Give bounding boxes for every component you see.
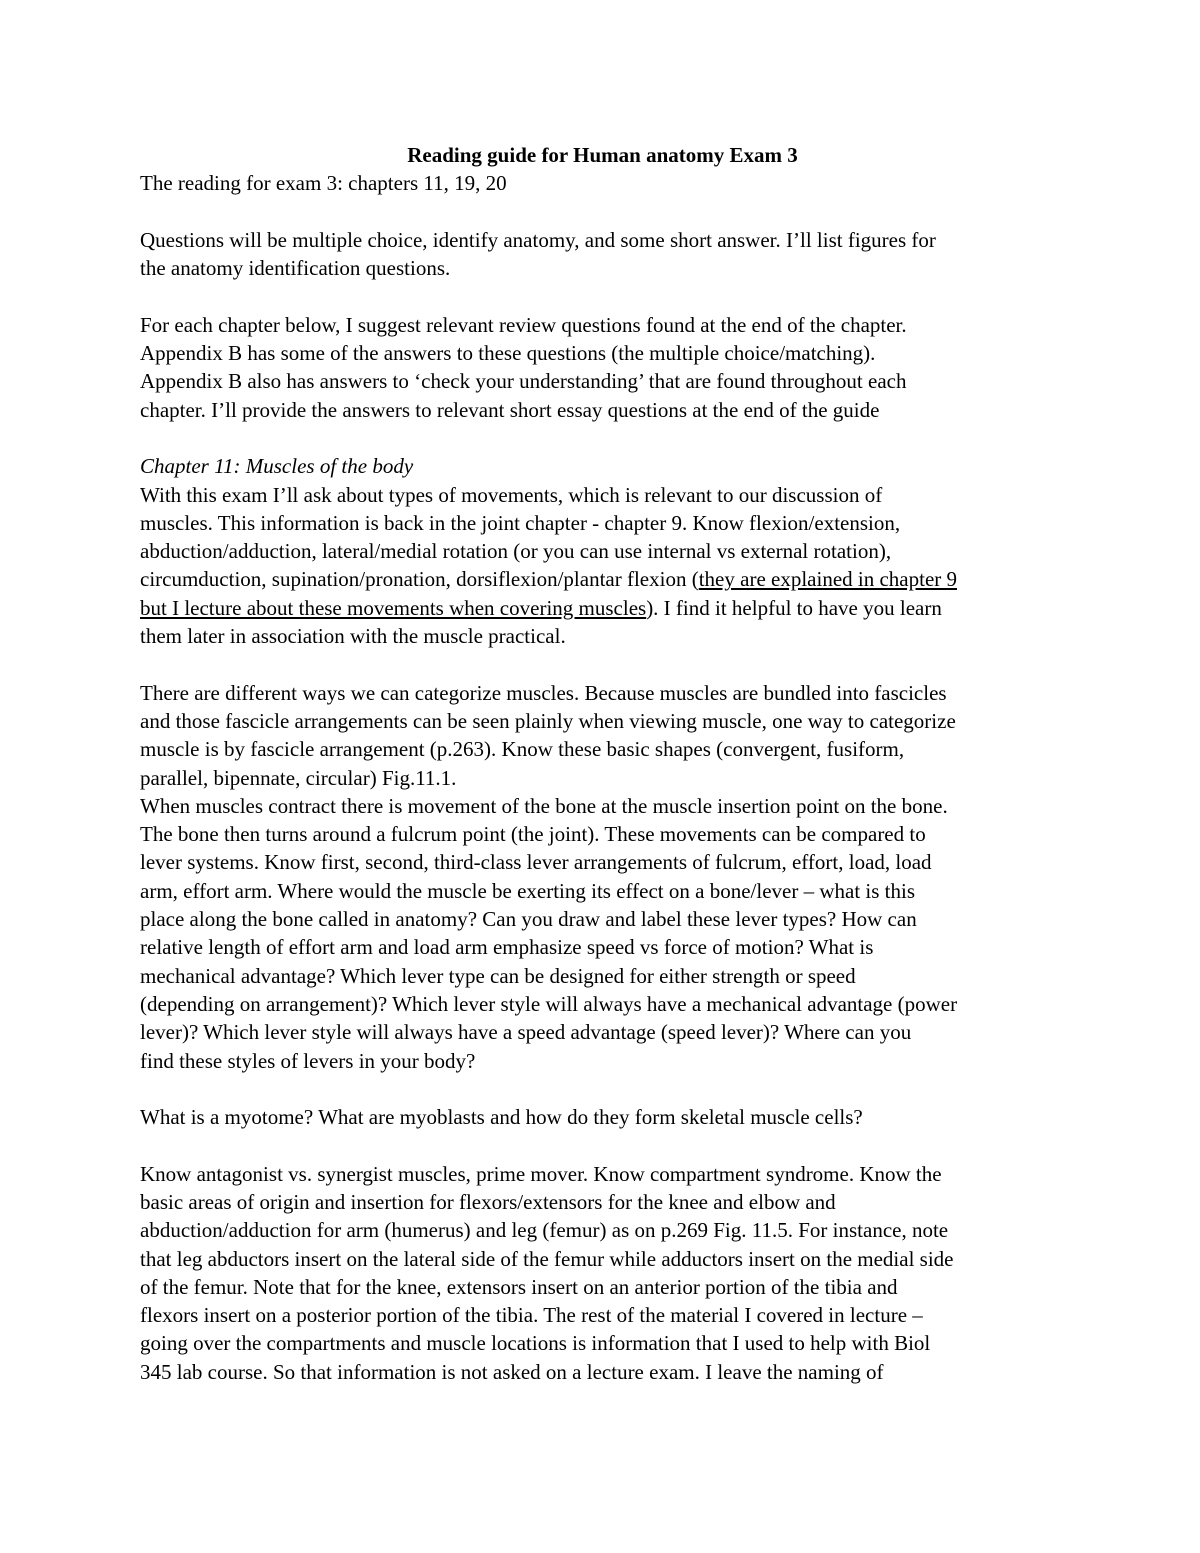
text-line: them later in association with the muscle practical. — [140, 624, 566, 649]
text-line: abduction/adduction for arm (humerus) and leg (femur) as on p.269 Fig. 11.5. For instance, note — [140, 1218, 949, 1243]
text-line: muscle is by fascicle arrangement (p.263). Know these basic shapes (convergent, fusiform, — [140, 737, 905, 762]
text-line: 345 lab course. So that information is not asked on a lecture exam. I leave the naming of — [140, 1359, 884, 1384]
text-line: lever systems. Know first, second, third-class lever arrangements of fulcrum, effort, load, load — [140, 850, 932, 875]
chapter-heading: Chapter 11: Muscles of the body — [140, 454, 414, 479]
text-line: When muscles contract there is movement of the bone at the muscle insertion point on the bone. — [140, 793, 948, 818]
text-line: There are different ways we can categorize muscles. Because muscles are bundled into fascicles — [140, 680, 947, 705]
text-line: lever)? Which lever style will always have a speed advantage (speed lever)? Where can you — [140, 1020, 912, 1045]
text-line: muscles. This information is back in the joint chapter - chapter 9. Know flexion/extension, — [140, 510, 901, 535]
myotome-line: What is a myotome? What are myoblasts and how do they form skeletal muscle cells? — [140, 1105, 863, 1130]
text-line: going over the compartments and muscle locations is information that I used to help with Biol — [140, 1331, 931, 1356]
blank-line — [140, 1075, 1065, 1103]
text-line: the anatomy identification questions. — [140, 256, 451, 281]
text-line: that leg abductors insert on the lateral side of the femur while adductors insert on the medial side — [140, 1246, 954, 1271]
reading-line: The reading for exam 3: chapters 11, 19, 20 — [140, 171, 507, 196]
text-line: Questions will be multiple choice, identify anatomy, and some short answer. I’ll list figures for — [140, 227, 936, 252]
movements-paragraph — [140, 481, 1065, 651]
text-line: The bone then turns around a fulcrum point (the joint). These movements can be compared to — [140, 822, 926, 847]
text-line: and those fascicle arrangements can be seen plainly when viewing muscle, one way to categorize — [140, 708, 956, 733]
text-line — [140, 594, 1065, 622]
text-line: With this exam I’ll ask about types of movements, which is relevant to our discussion of — [140, 482, 883, 507]
text-line: basic areas of origin and insertion for flexors/extensors for the knee and elbow and — [140, 1189, 836, 1214]
intro-paragraph — [140, 226, 1065, 283]
blank-line — [140, 282, 1065, 310]
text-segment: circumduction, supination/pronation, dorsiflexion/plantar flexion ( — [140, 567, 699, 592]
text-segment: ). I find it helpful to have you learn — [646, 595, 942, 620]
document-title: Reading guide for Human anatomy Exam 3 — [407, 143, 798, 167]
text-line: of the femur. Note that for the knee, extensors insert on an anterior portion of the tibia and — [140, 1274, 898, 1299]
text-line: For each chapter below, I suggest relevant review questions found at the end of the chapter. — [140, 312, 907, 337]
blank-line — [140, 1131, 1065, 1159]
blank-line — [140, 424, 1065, 452]
blank-line — [140, 650, 1065, 678]
text-line: Know antagonist vs. synergist muscles, prime mover. Know compartment syndrome. Know the — [140, 1161, 942, 1186]
text-line — [140, 565, 1065, 593]
text-line: find these styles of levers in your body? — [140, 1048, 476, 1073]
text-line: flexors insert on a posterior portion of the tibia. The rest of the material I covered in lecture – — [140, 1303, 923, 1328]
text-line: mechanical advantage? Which lever type can be designed for either strength or speed — [140, 963, 856, 988]
text-line: place along the bone called in anatomy? Can you draw and label these lever types? How can — [140, 907, 917, 932]
text-line: chapter. I’ll provide the answers to relevant short essay questions at the end of the guide — [140, 397, 880, 422]
text-line: relative length of effort arm and load arm emphasize speed vs force of motion? What is — [140, 935, 874, 960]
underlined-text: they are explained in chapter 9 — [698, 567, 958, 592]
text-line: Appendix B also has answers to ‘check your understanding’ that are found throughout each — [140, 369, 907, 394]
text-line: arm, effort arm. Where would the muscle be exerting its effect on a bone/lever – what is this — [140, 878, 916, 903]
review-paragraph — [140, 311, 1065, 424]
antagonist-paragraph — [140, 1160, 1065, 1386]
text-line: abduction/adduction, lateral/medial rotation (or you can use internal vs external rotation), — [140, 539, 892, 564]
document-body — [140, 141, 1065, 1386]
blank-line — [140, 198, 1065, 226]
text-line: (depending on arrangement)? Which lever style will always have a mechanical advantage (power — [140, 991, 958, 1016]
text-line: Appendix B has some of the answers to these questions (the multiple choice/matching). — [140, 341, 876, 366]
fascicle-paragraph — [140, 679, 1065, 1075]
text-line: parallel, bipennate, circular) Fig.11.1. — [140, 765, 457, 790]
underlined-text: but I lecture about these movements when covering muscles — [140, 595, 647, 620]
